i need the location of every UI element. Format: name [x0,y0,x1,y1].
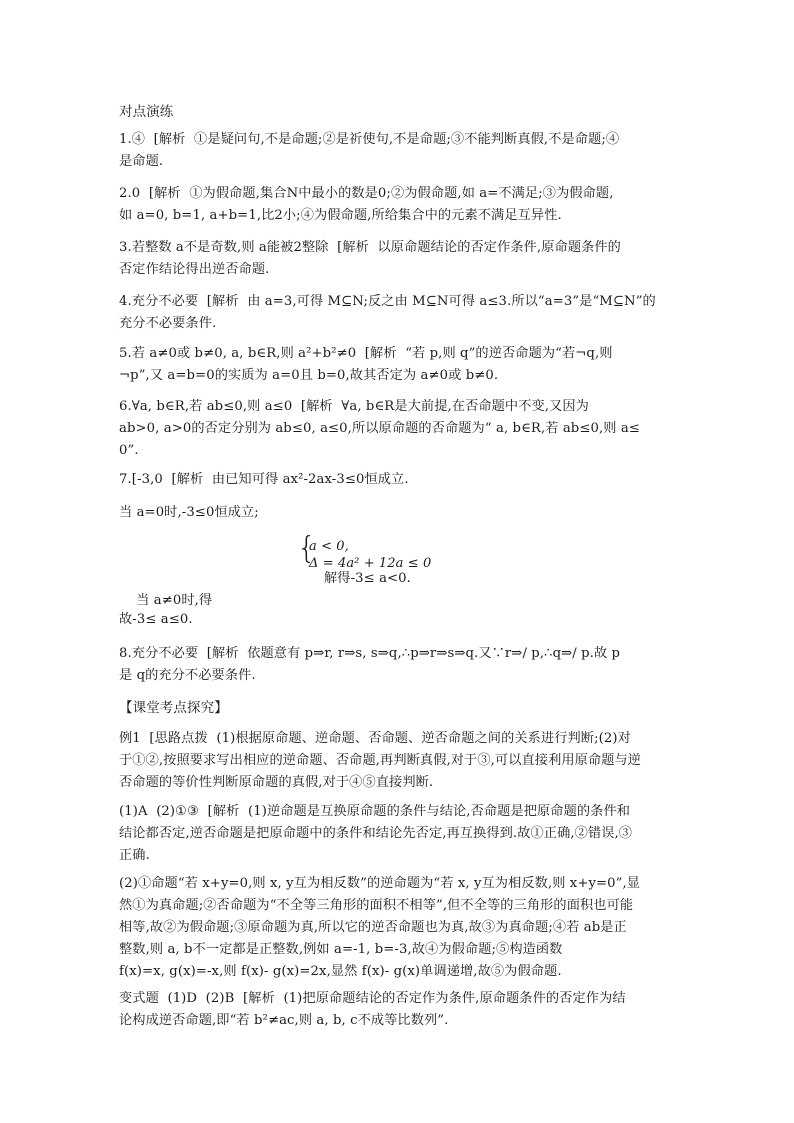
answer-5: 5.若 a≠0或 b≠0, a, b∈R,则 a²+b²≠0 [解析 “若 p,则 q”的逆否命题为“若¬q,则 ¬p”,又 a=b=0的实质为 a=0且 b=0,故其否定为 a≠0或 b≠0. [119,346,613,383]
answer-1: 1.④ [解析 ①是疑问句,不是命题;②是祈使句,不是命题;③不能判断真假,不是命题;④ 是命题. [119,132,620,169]
example-1-hint: 例1 [思路点拨 (1)根据原命题、逆命题、否命题、逆否命题之间的关系进行判断;(2)对 于①②,按照要求写出相应的逆命题、否命题,再判断真假,对于③,可以直接利用原命题与逆 否命题的等价性判断原命题的真假,对于④⑤直接判断. [119,731,642,790]
system-line-2: Δ = 4a² + 12a ≤ 0 [309,556,432,571]
answer-7-conclusion: 故-3≤ a≤0. [119,612,193,627]
example-1-part-2: (2)①命题“若 x+y=0,则 x, y互为相反数”的逆命题为“若 x, y互为相反数,则 x+y=0”,显 然①为真命题;②否命题为“不全等三角形的面积不相等”,但不全等的三角形的面积也可能 相等,故②为假命题;③原命题为真,所以它的逆否命题也为真,故③为真命题;④若 ab是正 整数,则 a, b不一定都是正整数,例如 a=-1, b=-3,故④为假命题;⑤构造函数 f(x)=x, g(x)=-x,则 f(x)- g(x)=2x,显然 f(x)- g(x)单调递增,故⑤为假命题. [119,876,641,979]
example-1-answer: (1)A (2)①③ [解析 (1)逆命题是互换原命题的条件与结论,否命题是把原命题的条件和 结论都否定,逆否命题是把原命题中的条件和结论先否定,再互换得到.故①正确,②错误,③ 正确. [119,804,633,863]
left-brace-icon: { [297,531,317,566]
variant-question: 变式题 (1)D (2)B [解析 (1)把原命题结论的否定作为条件,原命题条件的否定作为结 论构成逆否命题,即“若 b²≠ac,则 a, b, c不成等比数列”. [119,991,626,1028]
answer-7: 7.[-3,0 [解析 由已知可得 ax²-2ax-3≤0恒成立. [119,472,409,487]
case-nonzero-result: 解得-3≤ a<0. [324,571,411,586]
case-nonzero-prefix: 当 a≠0时,得 [136,593,213,608]
answer-4: 4.充分不必要 [解析 由 a=3,可得 M⊆N;反之由 M⊆N可得 a≤3.所以“a=3”是“M⊆N”的 充分不必要条件. [119,294,656,331]
answer-8: 8.充分不必要 [解析 依题意有 p⇒r, r⇒s, s⇒q,∴p⇒r⇒s⇒q.又∵r⇒/ p,∴q⇒/ p.故 p 是 q的充分不必要条件. [119,646,621,683]
answer-3: 3.若整数 a不是奇数,则 a能被2整除 [解析 以原命题结论的否定作条件,原命题条件的 否定作结论得出逆否命题. [119,240,621,277]
answer-6: 6.∀a, b∈R,若 ab≤0,则 a≤0 [解析 ∀a, b∈R是大前提,在否命题中不变,又因为 ab>0, a>0的否定分别为 ab≤0, a≤0,所以原命题的否命题为“ a, b∈R,若 ab≤0,则 a≤ 0”. [119,399,640,458]
answer-2: 2.0 [解析 ①为假命题,集合N中最小的数是0;②为假命题,如 a=不满足;③为假命题, 如 a=0, b=1, a+b=1,比2小;④为假命题,所给集合中的元素不满足互异性. [119,186,614,223]
answer-7-case-zero: 当 a=0时,-3≤0恒成立; [119,505,259,520]
section-title: 对点演练 [119,104,174,120]
section-heading-classroom: 【课堂考点探究】 [119,700,228,716]
system-line-1: a < 0, [309,539,349,554]
